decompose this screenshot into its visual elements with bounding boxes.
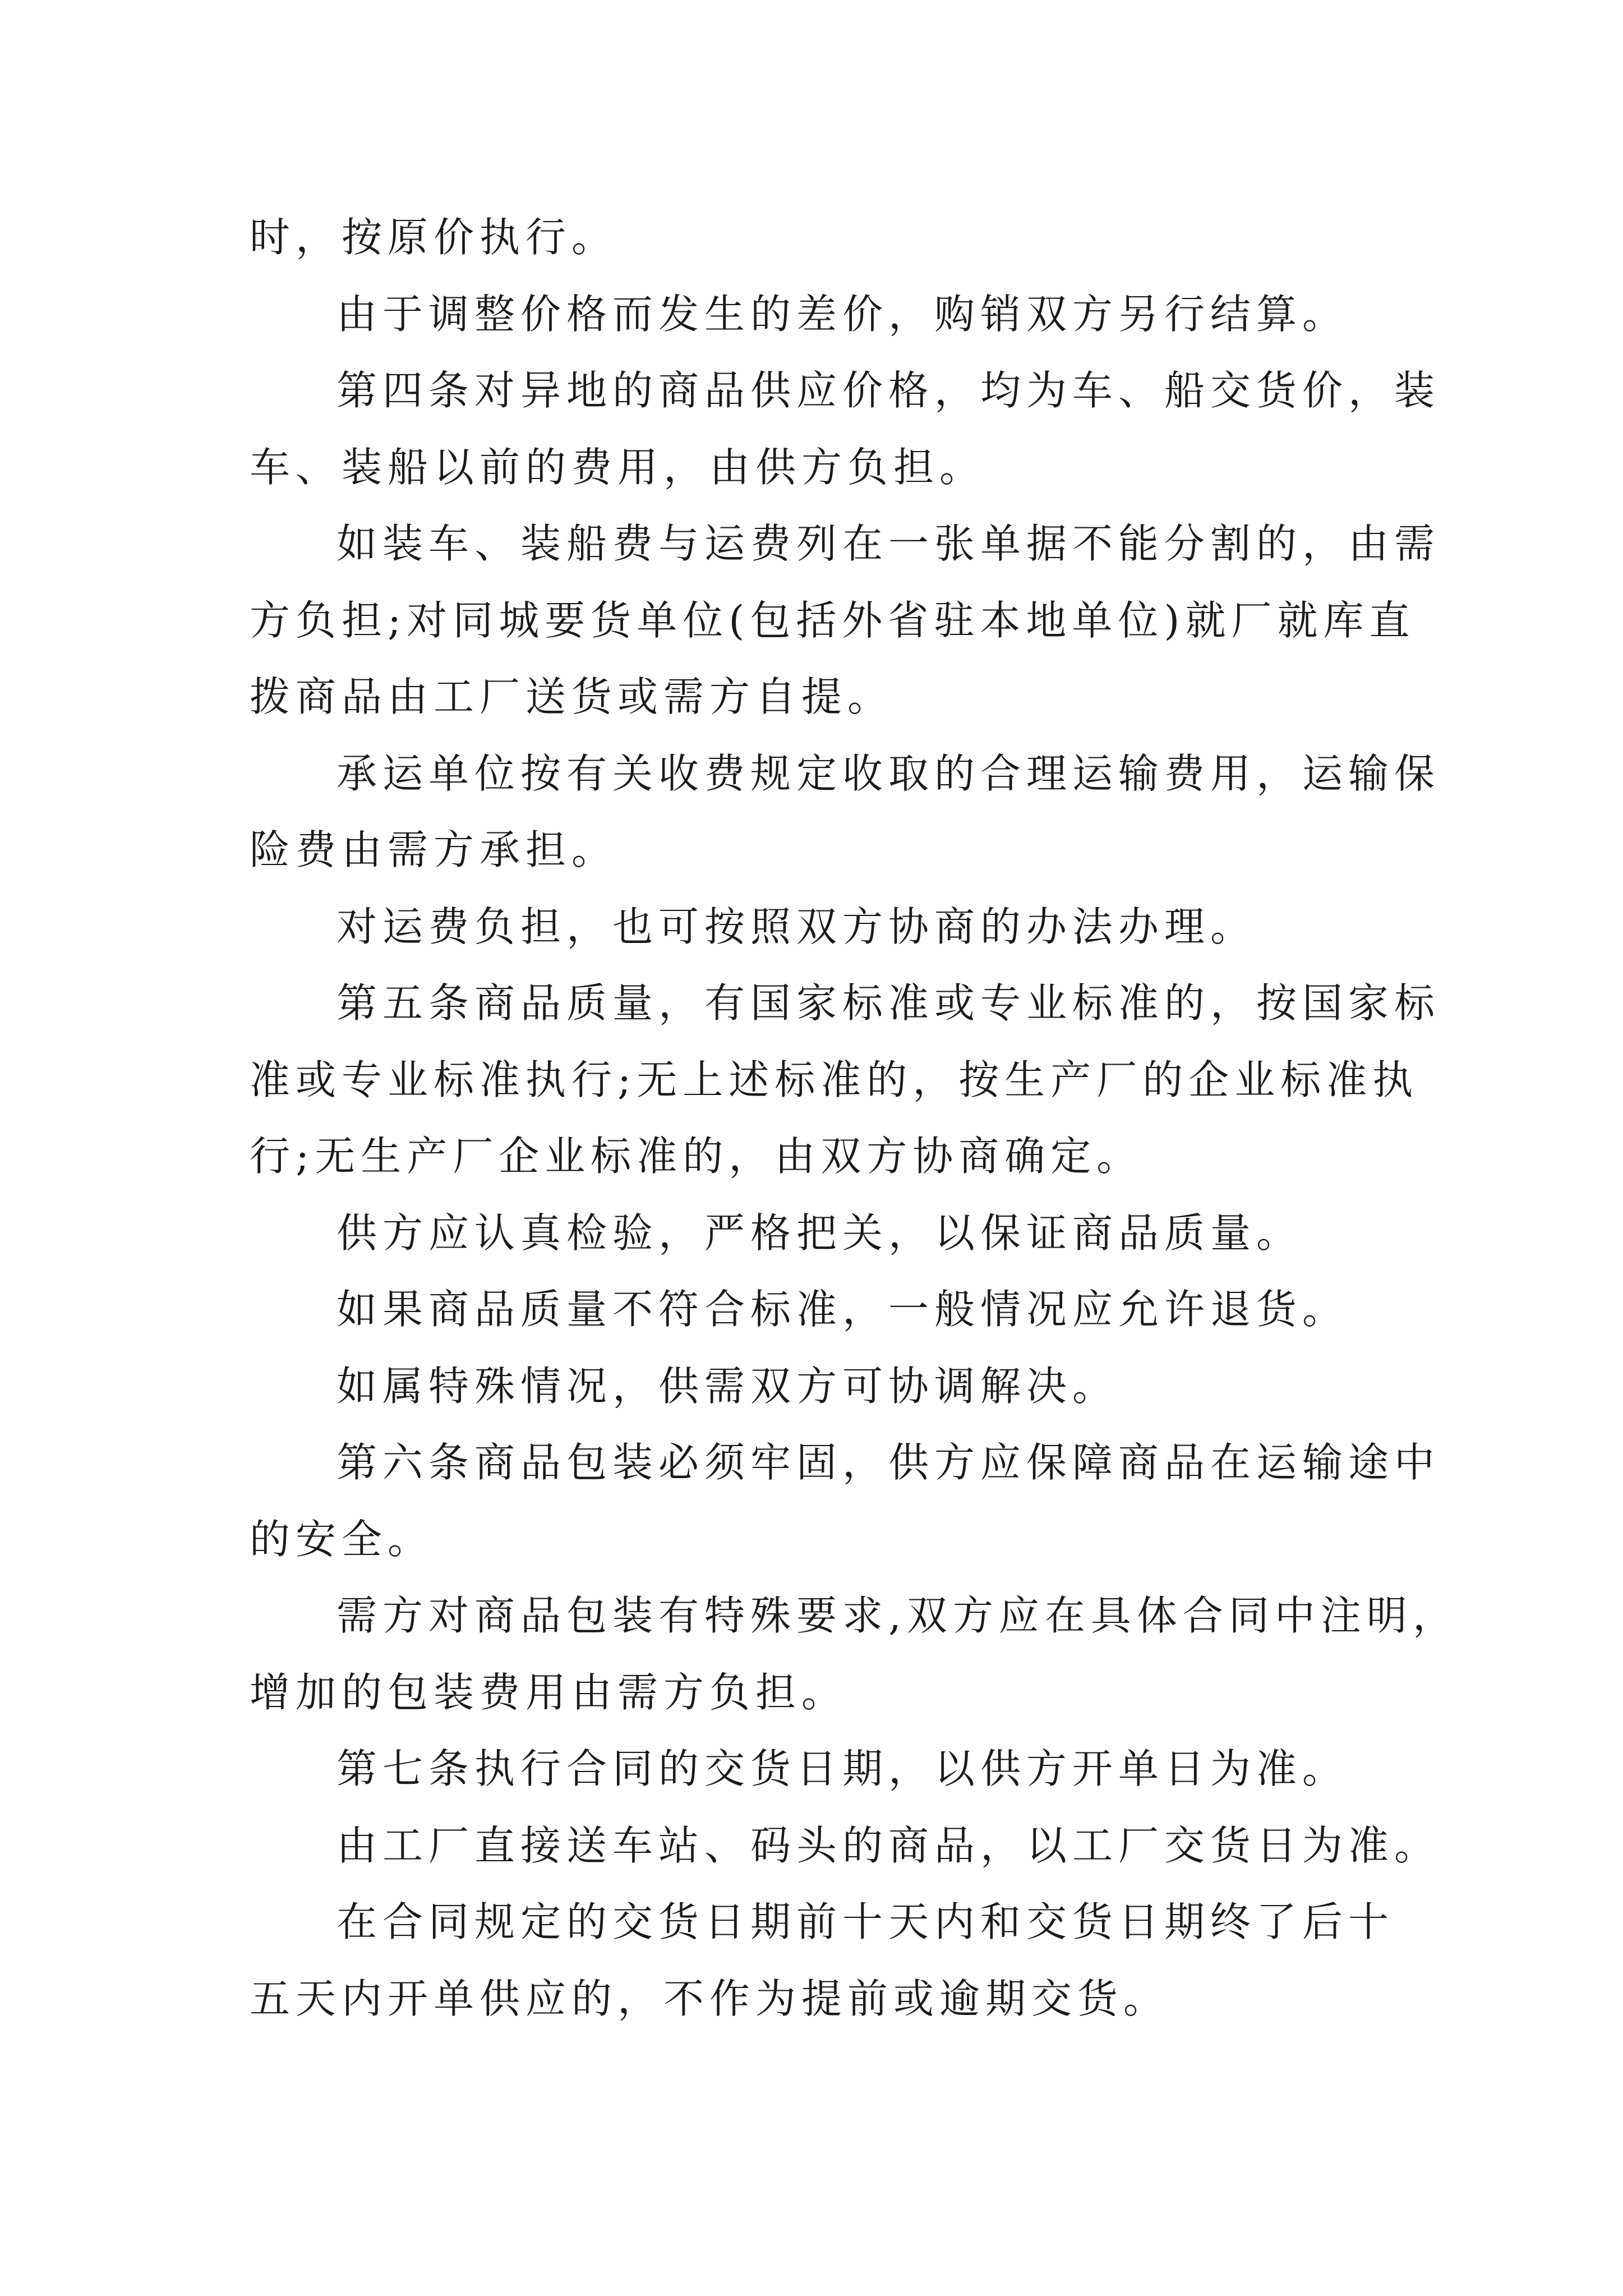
text-line: 在合同规定的交货日期前十天内和交货日期终了后十 xyxy=(336,1898,1395,1945)
text-line: 第七条执行合同的交货日期，以供方开单日为准。 xyxy=(336,1745,1349,1792)
text-line: 第五条商品质量，有国家标准或专业标准的，按国家标 xyxy=(336,979,1441,1027)
text-line: 行;无生产厂企业标准的，由双方协商确定。 xyxy=(250,1133,1143,1180)
text-line: 准或专业标准执行;无上述标准的，按生产厂的企业标准执 xyxy=(250,1056,1419,1103)
text-line: 方负担;对同城要货单位(包括外省驻本地单位)就厂就库直 xyxy=(250,596,1415,644)
text-line: 如果商品质量不符合标准，一般情况应允许退货。 xyxy=(336,1286,1349,1333)
text-line: 需方对商品包装有特殊要求,双方应在具体合同中注明， xyxy=(336,1592,1459,1639)
text-line: 拨商品由工厂送货或需方自提。 xyxy=(250,673,894,720)
text-line: 增加的包装费用由需方负担。 xyxy=(250,1668,848,1716)
text-line: 如装车、装船费与运费列在一张单据不能分割的，由需 xyxy=(336,520,1441,567)
text-line: 承运单位按有关收费规定收取的合理运输费用，运输保 xyxy=(336,749,1441,797)
text-line: 由工厂直接送车站、码头的商品，以工厂交货日为准。 xyxy=(336,1821,1441,1869)
text-line: 对运费负担，也可按照双方协商的办法办理。 xyxy=(336,903,1257,950)
text-line: 如属特殊情况，供需双方可协调解决。 xyxy=(336,1362,1119,1410)
text-line: 由于调整价格而发生的差价，购销双方另行结算。 xyxy=(336,290,1349,338)
text-line: 供方应认真检验，严格把关，以保证商品质量。 xyxy=(336,1209,1303,1257)
text-line: 五天内开单供应的，不作为提前或逾期交货。 xyxy=(250,1975,1170,2022)
text-line: 险费由需方承担。 xyxy=(250,826,618,873)
document-body xyxy=(250,199,1459,2037)
text-line: 的安全。 xyxy=(250,1515,434,1563)
text-line: 第四条对异地的商品供应价格，均为车、船交货价，装 xyxy=(336,367,1441,414)
text-line: 时，按原价执行。 xyxy=(250,214,618,261)
text-line: 第六条商品包装必须牢固，供方应保障商品在运输途中 xyxy=(336,1439,1441,1486)
text-line: 车、装船以前的费用，由供方负担。 xyxy=(250,443,986,491)
